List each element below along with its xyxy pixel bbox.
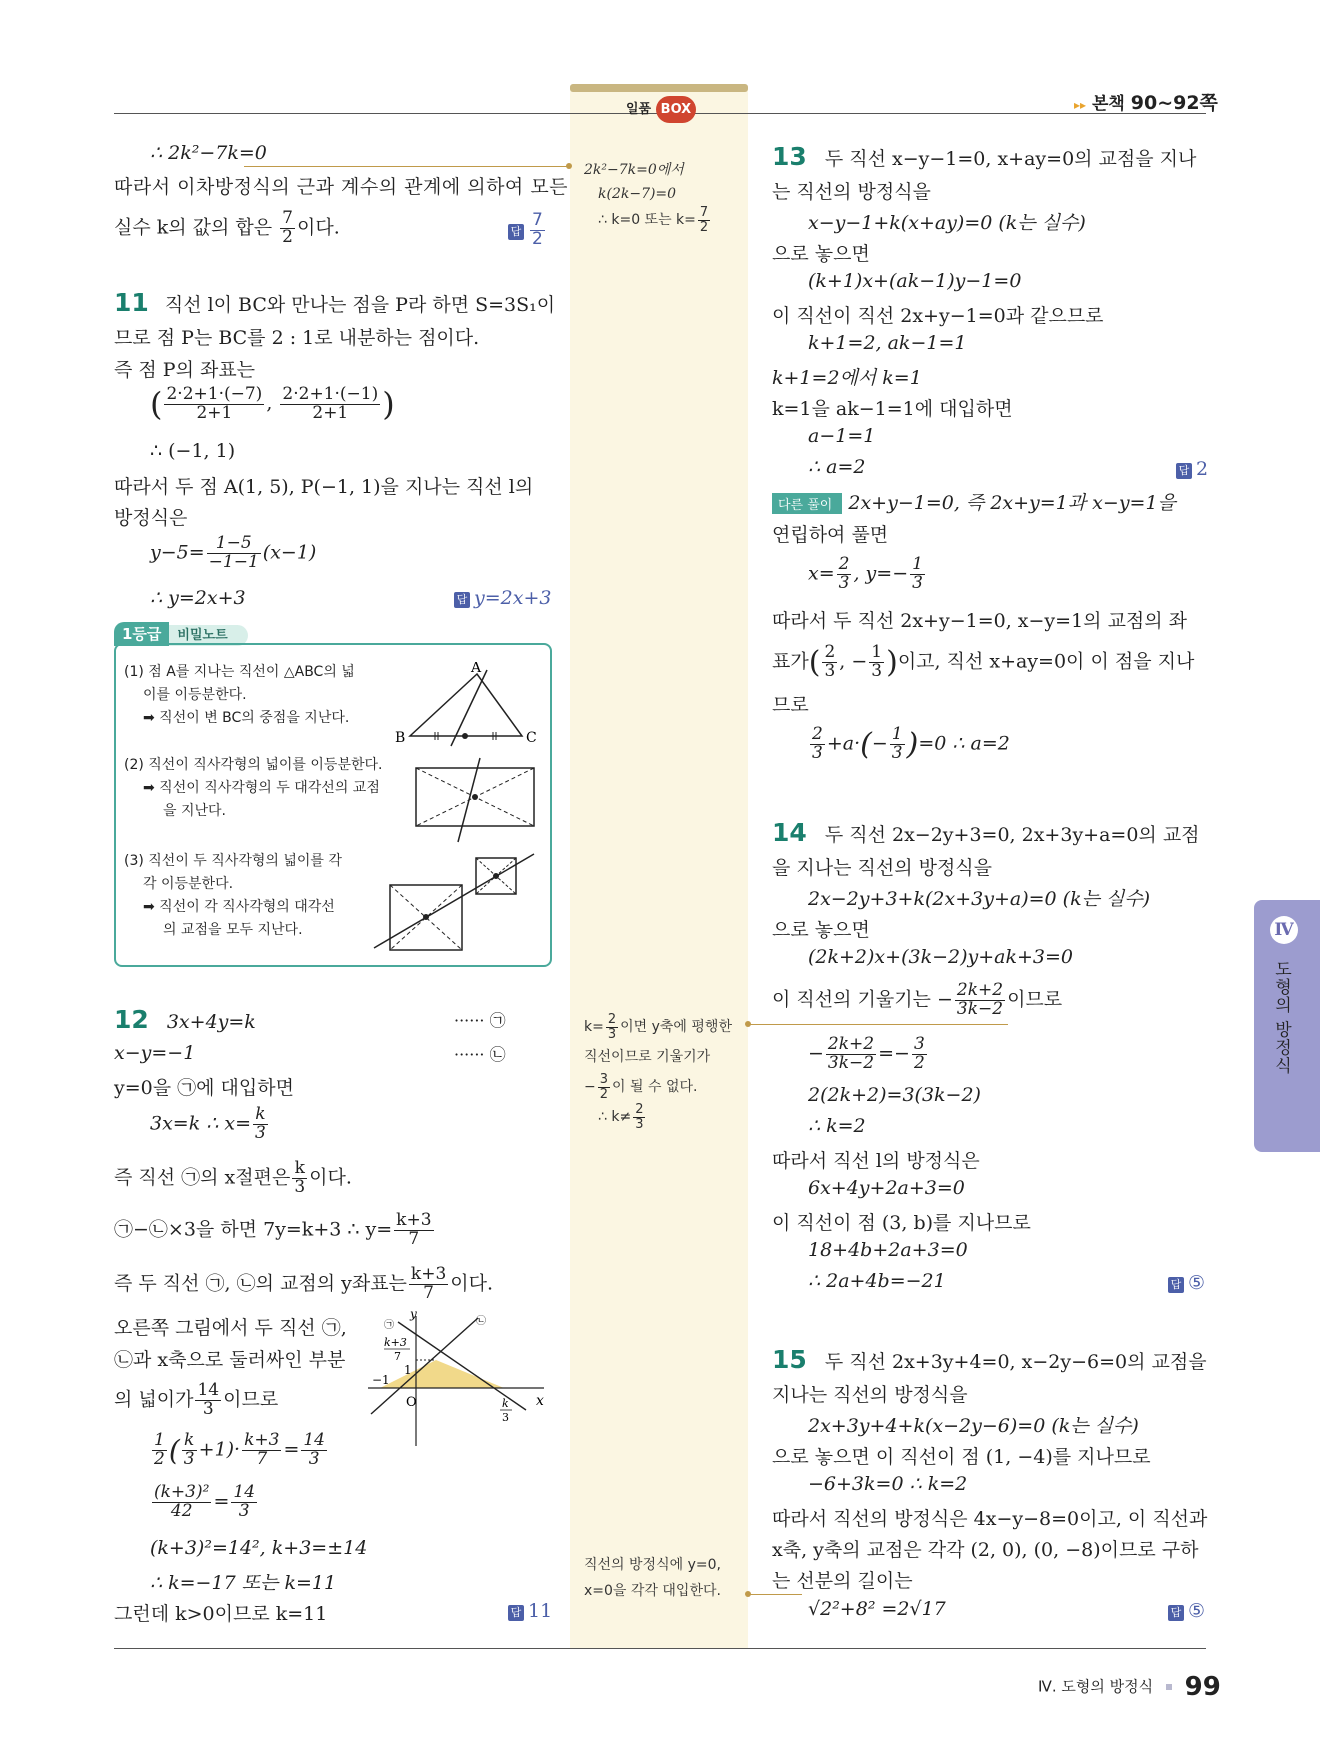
p15-line-8: 는 선분의 길이는 [772, 1570, 913, 1592]
answer-mark-icon: 답 [1176, 463, 1192, 479]
connector-dot [745, 1021, 751, 1027]
problem-11 [114, 288, 555, 317]
problem-15 [772, 1345, 1207, 1374]
alt-solution-label: 다른 풀이 [772, 493, 842, 514]
intro-line-2: 따라서 이차방정식의 근과 계수의 관계에 의하여 모든 [114, 176, 569, 198]
p14-line-3: 2x−2y+3+k(2x+3y+a)=0 (k는 실수) [808, 888, 1151, 910]
p12-line-7: 즉 두 직선 ㉠, ㉡의 교점의 y좌표는 $\frac{k+3}{7}$ 이다. [114, 1264, 494, 1303]
vertex-a: A [471, 662, 482, 676]
p13-line-4: 으로 놓으면 [772, 243, 870, 265]
vertex-c: C [526, 730, 537, 746]
graph-intercept-num: k+3 [384, 1336, 407, 1349]
p12-line-3: y=0을 ㉠에 대입하면 [114, 1077, 294, 1099]
p14-line-2: 을 지나는 직선의 방정식을 [772, 857, 993, 879]
side-note-2: k= $\frac{2}{3}$ 이면 y축에 평행한 직선이므로 기울기가 − $\frac{3}{2}$ 이 될 수 없다. ∴ k≠ $\frac{2}{3}$ [584, 1011, 732, 1132]
graph-minus-one: −1 [372, 1373, 390, 1387]
p11-line-7: 방정식은 [114, 507, 188, 529]
footer-rule [114, 1648, 1206, 1649]
p13-line-16: 표가( $\frac{2}{3}$ , − $\frac{1}{3}$ )이고, 직선 x+ay=0이 이 점을 지나 [772, 642, 1195, 681]
p12-line-2: x−y=−1 [114, 1042, 196, 1064]
p14-line-5: (2k+2)x+(3k−2)y+ak+3=0 [808, 946, 1074, 968]
p11-line-8: y−5= $\frac{1-5}{-1-1}$ (x−1) [150, 533, 317, 572]
p14-line-6: 이 직선의 기울기는 − $\frac{2k+2}{3k-2}$ 이므로 [772, 980, 1063, 1019]
line-1-label: ㉠ [384, 1320, 394, 1331]
p12-answer: 답 11 [508, 1600, 552, 1622]
triangle-figure [395, 662, 545, 747]
problem-12 [114, 1005, 256, 1034]
page-reference [1074, 88, 1218, 115]
p11-line-5: ∴ (−1, 1) [150, 440, 236, 462]
problem-number: 15 [772, 1345, 807, 1374]
p14-line-9: ∴ k=2 [808, 1115, 866, 1137]
intro-line-3: 실수 k의 값의 합은 $\frac{7}{2}$ 이다. [114, 208, 340, 247]
p14-line-1: 두 직선 2x−2y+3=0, 2x+3y+a=0의 교점 [824, 824, 1200, 846]
p14-line-12: 이 직선이 점 (3, b)를 지나므로 [772, 1212, 1031, 1234]
ref-arrow-icon: ▸▸ [1074, 98, 1087, 112]
problem-number: 14 [772, 818, 807, 847]
side-note-3: 직선의 방정식에 y=0, x=0을 각각 대입한다. [584, 1557, 721, 1599]
problem-number: 12 [114, 1005, 149, 1034]
side-box-header [626, 96, 696, 123]
chapter-tab-roman: Ⅳ [1270, 916, 1298, 944]
intro-answer: 답 $\frac{7}{2}$ [508, 212, 547, 249]
p13-line-13: 연립하여 풀면 [772, 524, 889, 546]
p15-line-7: x축, y축의 교점은 각각 (2, 0), (0, −8)이므로 구하 [772, 1539, 1199, 1561]
note-item-1: (1) 점 A를 지나는 직선이 △ABC의 넓 이를 이등분한다. ➡ 직선이 변 BC의 중점을 지난다. [124, 664, 355, 726]
graph-y-label: y [410, 1310, 417, 1321]
connector-3 [748, 1594, 802, 1595]
p11-coordinates: ( $\frac{2\cdot 2+1\cdot(-7)}{2+1}$ , $\frac{2\cdot 2+1\cdot(-1)}{2+1}$ ) [150, 383, 395, 423]
p12-line-1: 3x+4y=k [166, 1011, 256, 1033]
p13-line-5: (k+1)x+(ak−1)y−1=0 [808, 270, 1022, 292]
p13-line-1: 두 직선 x−y−1=0, x+ay=0의 교점을 지나 [824, 148, 1197, 170]
p12-line-5: 즉 직선 ㉠의 x절편은 $\frac{k}{3}$ 이다. [114, 1158, 352, 1197]
p12-line-12: ∴ k=−17 또는 k=11 [150, 1572, 337, 1594]
note-item-2: (2) 직선이 직사각형의 넓이를 이등분한다. ➡ 직선이 직사각형의 두 대각선의 교점 을 지난다. [124, 757, 383, 819]
p14-line-14: ∴ 2a+4b=−21 [808, 1270, 946, 1292]
p15-line-3: 2x+3y+4+k(x−2y−6)=0 (k는 실수) [808, 1415, 1139, 1437]
p14-line-13: 18+4b+2a+3=0 [808, 1239, 968, 1261]
p13-line-3: x−y−1+k(x+ay)=0 (k는 실수) [808, 212, 1086, 234]
p15-line-2: 지나는 직선의 방정식을 [772, 1384, 968, 1406]
p13-answer: 답 2 [1176, 458, 1208, 480]
footer-separator [1166, 1684, 1172, 1690]
p12-line-6: ㉠−㉡×3을 하면 7y=k+3 ∴ y= $\frac{k+3}{7}$ [114, 1210, 432, 1249]
p13-line-11: ∴ a=2 [808, 456, 866, 478]
side-box-column [570, 88, 748, 1648]
two-rectangles-figure [372, 850, 542, 955]
p15-answer: 답 ⑤ [1168, 1600, 1205, 1622]
graph-xint-num: k [502, 1397, 509, 1410]
note-badge: 1등급 비밀노트 [114, 623, 248, 644]
ref-text: 본책 [1091, 94, 1125, 114]
answer-mark-icon: 답 [1168, 1277, 1184, 1293]
p13-line-17: 므로 [772, 694, 809, 716]
p13-line-14: x= $\frac{2}{3}$ , y=− $\frac{1}{3}$ [808, 554, 923, 593]
p11-line-9: ∴ y=2x+3 [150, 587, 246, 609]
p12-eq-1: $\frac{1}{2}$ ( $\frac{k}{3}$ +1)· $\frac{k+3}{7}$ = $\frac{14}{3}$ [154, 1430, 325, 1469]
p12-line-9: ㉡과 x축으로 둘러싸인 부분 [114, 1349, 346, 1371]
p15-line-1: 두 직선 2x+3y+4=0, x−2y−6=0의 교점을 [824, 1351, 1207, 1373]
side-box-top-bar [570, 84, 748, 92]
p15-line-5: −6+3k=0 ∴ k=2 [808, 1473, 968, 1495]
connector-2 [748, 1024, 1008, 1025]
p12-tag-2: ······ ㉡ [454, 1045, 506, 1064]
p11-line-6: 따라서 두 점 A(1, 5), P(−1, 1)을 지나는 직선 l의 [114, 476, 534, 498]
ref-pages: 90~92쪽 [1130, 92, 1218, 114]
p12-line-8: 오른쪽 그림에서 두 직선 ㉠, [114, 1317, 347, 1339]
problem-13 [772, 142, 1196, 171]
p13-line-6: 이 직선이 직선 2x+y−1=0과 같으므로 [772, 305, 1104, 327]
p15-line-9: √2²+8² =2√17 [808, 1598, 946, 1620]
problem-number: 11 [114, 288, 149, 317]
page-number: 99 [1184, 1672, 1221, 1702]
p12-graph [366, 1310, 550, 1450]
answer-mark-icon: 답 [1168, 1605, 1184, 1621]
p13-line-2: 는 직선의 방정식을 [772, 181, 931, 203]
p11-line-3: 즉 점 P의 좌표는 [114, 359, 256, 381]
p14-line-4: 으로 놓으면 [772, 919, 870, 941]
p13-line-18: $\frac{2}{3}$ +a·(− $\frac{1}{3}$ )=0 ∴ a=2 [812, 724, 1010, 763]
p12-line-10: 의 넓이가 $\frac{14}{3}$ 이므로 [114, 1380, 279, 1419]
answer-mark-icon: 답 [508, 1605, 524, 1621]
footer-chapter: Ⅳ. 도형의 방정식 [1038, 1677, 1154, 1696]
p14-line-10: 따라서 직선 l의 방정식은 [772, 1150, 980, 1172]
p12-line-11: (k+3)²=14², k+3=±14 [150, 1537, 368, 1559]
p14-answer: 답 ⑤ [1168, 1272, 1205, 1294]
p12-tag-1: ······ ㉠ [454, 1011, 506, 1030]
p13-line-15: 따라서 두 직선 2x+y−1=0, x−y=1의 교점의 좌 [772, 610, 1188, 632]
graph-intercept-den: 7 [394, 1350, 401, 1363]
intro-line-1: ∴ 2k²−7k=0 [150, 142, 267, 164]
p11-line-1: 직선 l이 BC와 만나는 점을 P라 하면 S=3S₁이 [164, 294, 556, 316]
p13-line-10: a−1=1 [808, 425, 876, 447]
p12-line-13: 그런데 k>0이므로 k=11 [114, 1603, 328, 1625]
p12-eq-2: $\frac{\text{(k+3)²}}{42}$ = $\frac{14}{3}$ [154, 1482, 256, 1521]
side-note-1: 2k²−7k=0에서 k(2k−7)=0 ∴ k=0 또는 k= $\frac{7}{2}$ [584, 162, 709, 235]
answer-mark-icon: 답 [454, 592, 470, 608]
side-box-badge: BOX [656, 96, 697, 123]
rectangle-figure [410, 756, 540, 844]
problem-14 [772, 818, 1200, 847]
connector-dot [745, 1591, 751, 1597]
connector-1 [244, 166, 570, 167]
p14-line-8: 2(2k+2)=3(3k−2) [808, 1084, 981, 1106]
connector-dot [566, 163, 572, 169]
graph-origin: O [406, 1395, 417, 1410]
answer-mark-icon: 답 [508, 224, 524, 240]
graph-one: 1 [404, 1363, 412, 1377]
note-item-3: (3) 직선이 두 직사각형의 넓이를 각 각 이등분한다. ➡ 직선이 각 직사각형의 대각선 의 교점을 모두 지난다. [124, 853, 342, 938]
p14-line-11: 6x+4y+2a+3=0 [808, 1177, 965, 1199]
line-2-label: ㉡ [476, 1316, 486, 1327]
p13-line-9: k=1을 ak−1=1에 대입하면 [772, 398, 1013, 420]
p15-line-4: 으로 놓으면 이 직선이 점 (1, −4)를 지나므로 [772, 1446, 1151, 1468]
problem-number: 13 [772, 142, 807, 171]
p13-line-8: k+1=2에서 k=1 [772, 367, 922, 389]
chapter-tab-title: 도형의 방정식 [1271, 960, 1291, 1075]
p13-alt-solution: 다른 풀이 2x+y−1=0, 즉 2x+y=1과 x−y=1을 [772, 488, 1176, 515]
p15-line-6: 따라서 직선의 방정식은 4x−y−8=0이고, 이 직선과 [772, 1508, 1208, 1530]
p11-answer: 답 y=2x+3 [454, 587, 551, 609]
footer [1038, 1672, 1221, 1702]
vertex-b: B [395, 730, 406, 746]
p12-line-4: 3x=k ∴ x= $\frac{k}{3}$ [150, 1104, 266, 1143]
p14-line-7: − $\frac{2k+2}{3k-2}$ =− $\frac{3}{2}$ [808, 1034, 925, 1073]
graph-xint-den: 3 [502, 1411, 509, 1424]
p11-line-2: 므로 점 P는 BC를 2 : 1로 내분하는 점이다. [114, 327, 480, 349]
p13-line-7: k+1=2, ak−1=1 [808, 332, 967, 354]
graph-x-label: x [536, 1393, 544, 1409]
side-box-label: 일품 [626, 102, 652, 117]
